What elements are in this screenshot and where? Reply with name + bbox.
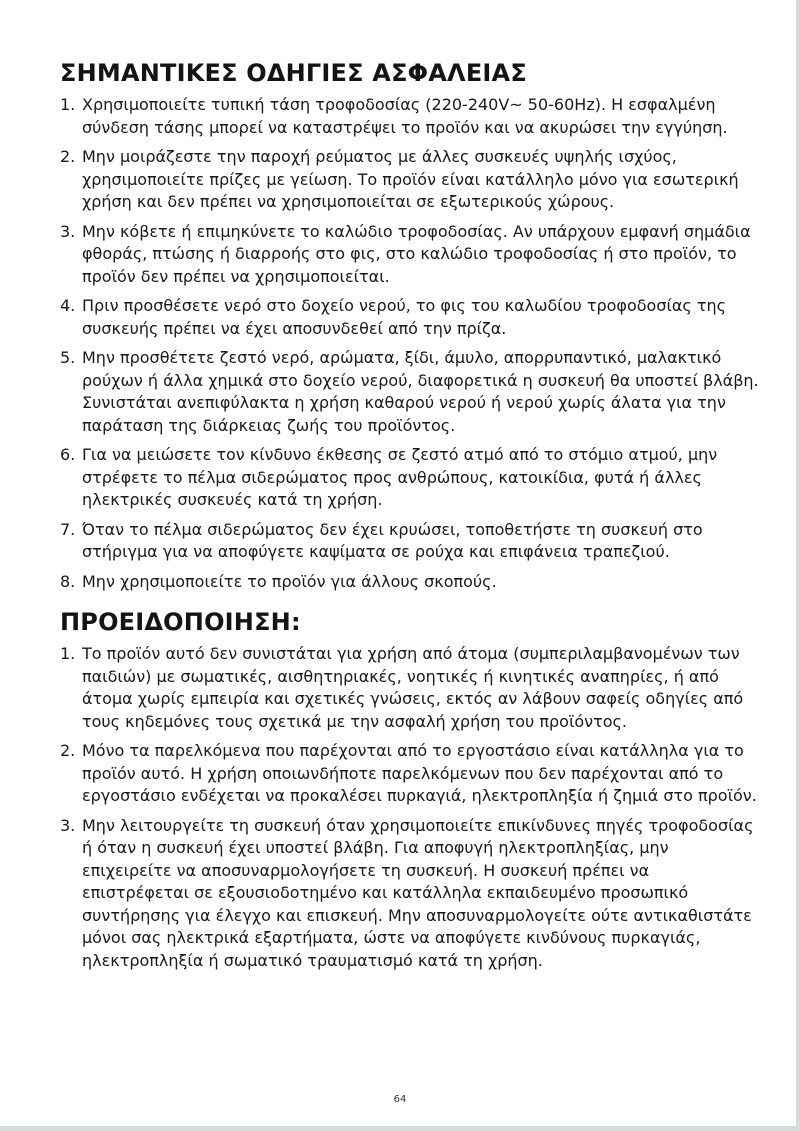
item-text: Για να μειώσετε τον κίνδυνο έκθεσης σε ζεστό ατμό από το στόμιο ατμού, μην στρέφετε το πέλμα σιδερώματος προς ανθρώπους, κατοικίδια, φυτά ή άλλες ηλεκτρικές συσκευές κατά τη χρήση.: [82, 445, 718, 509]
list-item: [60, 146, 760, 214]
list-item: [60, 740, 760, 808]
item-number: 2.: [60, 147, 76, 166]
list-item: [60, 295, 760, 340]
page-content: [60, 58, 760, 979]
list-item: [60, 94, 760, 139]
item-text: Χρησιμοποιείτε τυπική τάση τροφοδοσίας (220-240V~ 50-60Hz). Η εσφαλμένη σύνδεση τάσης μπορεί να καταστρέψει το προϊόν και να ακυρώσει την εγγύηση.: [82, 95, 728, 137]
item-number: 6.: [60, 445, 76, 464]
item-text: Το προϊόν αυτό δεν συνιστάται για χρήση από άτομα (συμπεριλαμβανομένων των παιδιών) με σωματικές, αισθητηριακές, νοητικές ή κινητικές αναπηρίες, ή από άτομα χωρίς εμπειρία και σχετικές γνώσεις, εκτός αν λάβουν σαφείς οδηγίες από τους κηδεμόνες τους σχετικά με την ασφαλή χρήση του προϊόντος.: [82, 644, 744, 731]
safety-instructions-heading: ΣΗΜΑΝΤΙΚΕΣ ΟΔΗΓΙΕΣ ΑΣΦΑΛΕΙΑΣ: [60, 59, 527, 87]
page-edge-right: [796, 0, 800, 1131]
item-number: 4.: [60, 296, 76, 315]
item-number: 1.: [60, 644, 76, 663]
item-number: 3.: [60, 221, 76, 241]
item-number: 3.: [60, 815, 76, 835]
item-text: Πριν προσθέσετε νερό στο δοχείο νερού, το φις του καλωδίου τροφοδοσίας της συσκευής πρέπει να έχει αποσυνδεθεί από την πρίζα.: [82, 296, 727, 338]
safety-instructions-list: [60, 94, 760, 593]
warning-list: [60, 643, 760, 972]
list-item: [60, 347, 760, 437]
item-text: Μην προσθέτετε ζεστό νερό, αρώματα, ξίδι, άμυλο, απορρυπαντικό, μαλακτικό ρούχων ή άλλα χημικά στο δοχείο νερού, διαφορετικά η συσκευή θα υποστεί βλάβη. Συνιστάται ανεπιφύλακτα η χρήση καθαρού νερού ή νερού χωρίς άλατα για την παράταση της διάρκειας ζωής του προϊόντος.: [82, 348, 759, 435]
item-number: 2.: [60, 741, 76, 760]
list-item: [60, 519, 760, 564]
list-item: [60, 571, 760, 594]
item-text: Μην λειτουργείτε τη συσκευή όταν χρησιμοποιείτε επικίνδυνες πηγές τροφοδοσίας ή όταν η συσκευή έχει υποστεί βλάβη. Για αποφυγή ηλεκτροπληξίας, μην επιχειρείτε να αποσυναρμολογήσετε τη συσκευή. Η συσκευή πρέπει να επιστρέφεται σε εξουσιοδοτημένο και κατάλληλα εκπαιδευμένο προσωπικό συντήρησης για έλεγχο και επισκευή. Μην αποσυναρμολογείτε ούτε αντικαθιστάτε μόνοι σας ηλεκτρικά εξαρτήματα, ώστε να αποφύγετε κινδύνους πυρκαγιάς, ηλεκτροπληξία ή σωματικό τραυματισμό κατά τη χρήση.: [82, 815, 754, 970]
warning-heading: ΠΡΟΕΙΔΟΠΟΙΗΣΗ:: [60, 608, 301, 636]
item-text: Μην κόβετε ή επιμηκύνετε το καλώδιο τροφοδοσίας. Αν υπάρχουν εμφανή σημάδια φθοράς, πτώσης ή διαρροής στο φις, στο καλώδιο τροφοδοσίας ή στο προϊόν, το προϊόν δεν πρέπει να χρησιμοποιείται.: [82, 221, 751, 286]
item-text: Μην μοιράζεστε την παροχή ρεύματος με άλλες συσκευές υψηλής ισχύος, χρησιμοποιείτε πρίζες με γείωση. Το προϊόν είναι κατάλληλο μόνο για εσωτερική χρήση και δεν πρέπει να χρησιμοποιείται σε εξωτερικούς χώρους.: [82, 147, 739, 211]
item-number: 5.: [60, 348, 76, 367]
list-item: [60, 444, 760, 512]
page-edge-bottom: [0, 1126, 800, 1131]
list-item: [60, 643, 760, 733]
item-text: Όταν το πέλμα σιδερώματος δεν έχει κρυώσει, τοποθετήστε τη συσκευή στο στήριγμα για να αποφύγετε καψίματα σε ρούχα και επιφάνεια τραπεζιού.: [82, 519, 703, 561]
item-number: 7.: [60, 519, 76, 539]
item-number: 8.: [60, 571, 76, 591]
list-item: [60, 221, 760, 289]
item-text: Μην χρησιμοποιείτε το προϊόν για άλλους σκοπούς.: [82, 571, 497, 591]
item-number: 1.: [60, 95, 76, 114]
item-text: Μόνο τα παρελκόμενα που παρέχονται από το εργοστάσιο είναι κατάλληλα για το προϊόν αυτό. Η χρήση οποιωνδήποτε παρελκόμενων που δεν παρέχονται από το εργοστάσιο ενδέχεται να προκαλέσει πυρκαγιά, ηλεκτροπληξία ή ζημιά στο προϊόν.: [82, 741, 757, 805]
page-number: 64: [393, 1094, 407, 1105]
list-item: [60, 815, 760, 973]
